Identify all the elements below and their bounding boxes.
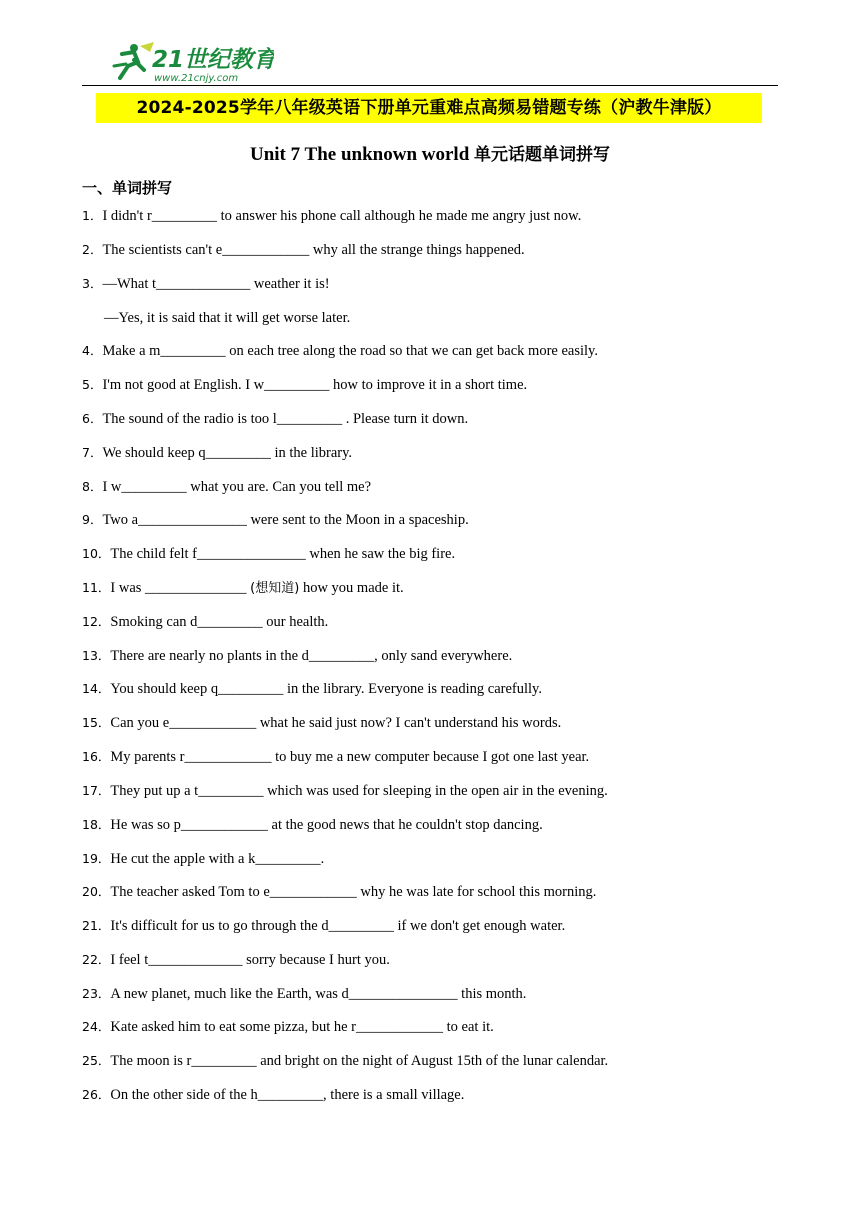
question-text: The child felt f_______________ when he saw the big fire. [110, 546, 456, 562]
question-number: 20． [82, 884, 111, 899]
question-item [82, 950, 390, 970]
question-item [82, 1017, 494, 1037]
question-item [82, 916, 565, 936]
question-number: 10． [82, 546, 111, 561]
header-rule [82, 85, 778, 86]
title-english: Unit 7 The unknown world [249, 144, 475, 165]
question-item [82, 612, 328, 632]
question-text: Smoking can d_________ our health. [110, 614, 329, 630]
question-number: 19． [82, 851, 111, 866]
question-item [82, 984, 526, 1004]
question-item [82, 409, 468, 429]
question-number: 3． [82, 276, 103, 291]
section-heading: 一、单词拼写 [82, 179, 173, 197]
question-number: 18． [82, 817, 111, 832]
question-text: The sound of the radio is too l_________ . Please turn it down. [102, 411, 469, 427]
question-item [82, 443, 352, 463]
question-number: 23． [82, 986, 111, 1001]
question-item [82, 578, 404, 599]
question-number: 7． [82, 445, 103, 460]
page-title [0, 142, 860, 168]
question-text: I didn't r_________ to answer his phone call although he made me angry just now. [102, 208, 582, 224]
question-item [82, 477, 371, 497]
question-item [82, 646, 512, 666]
question-item [82, 781, 608, 801]
question-number: 17． [82, 783, 111, 798]
question-number: 5． [82, 377, 103, 392]
question-number: 13． [82, 648, 111, 663]
question-text: There are nearly no plants in the d_________, only sand everywhere. [110, 648, 513, 664]
question-item [82, 274, 330, 294]
question-item [82, 815, 543, 835]
question-text: He cut the apple with a k_________. [110, 851, 325, 867]
question-item [82, 747, 589, 767]
question-text: A new planet, much like the Earth, was d_______________ this month. [110, 986, 527, 1002]
title-chinese: 单元话题单词拼写 [474, 145, 611, 165]
question-item [82, 882, 596, 902]
question-item [104, 308, 350, 328]
question-text: The teacher asked Tom to e____________ why he was late for school this morning. [110, 884, 597, 900]
svg-text:21世纪教育: 21世纪教育 [152, 47, 274, 73]
question-text: Kate asked him to eat some pizza, but he r____________ to eat it. [110, 1019, 494, 1035]
question-text: The scientists can't e____________ why all the strange things happened. [102, 242, 525, 258]
question-text: —Yes, it is said that it will get worse later. [104, 310, 351, 326]
question-text: I'm not good at English. I w_________ how to improve it in a short time. [102, 377, 528, 393]
document-banner: 2024-2025学年八年级英语下册单元重难点高频易错题专练（沪教牛津版） [96, 93, 762, 123]
question-number: 14． [82, 681, 111, 696]
question-text: Make a m_________ on each tree along the road so that we can get back more easily. [102, 343, 598, 359]
question-item [82, 849, 324, 869]
question-number: 22． [82, 952, 111, 967]
question-text: They put up a t_________ which was used for sleeping in the open air in the evening. [110, 783, 608, 799]
question-number: 2． [82, 242, 103, 257]
question-item [82, 713, 561, 733]
question-number: 1． [82, 208, 103, 223]
svg-text:www.21cnjy.com: www.21cnjy.com [154, 73, 239, 84]
question-text: He was so p____________ at the good news that he couldn't stop dancing. [110, 817, 543, 833]
question-text: I was ______________ [110, 580, 251, 596]
question-text-tail: how you made it. [299, 580, 404, 596]
question-item [82, 510, 469, 530]
question-hint: (想知道) [250, 581, 300, 596]
question-item [82, 206, 581, 226]
question-item [82, 544, 455, 564]
question-text: I feel t_____________ sorry because I hurt you. [110, 952, 390, 968]
runner-icon [114, 42, 154, 78]
question-number: 8． [82, 479, 103, 494]
question-text: We should keep q_________ in the library. [102, 445, 353, 461]
question-text: My parents r____________ to buy me a new computer because I got one last year. [110, 749, 590, 765]
question-number: 6． [82, 411, 103, 426]
question-number: 15． [82, 715, 111, 730]
question-text: You should keep q_________ in the library. Everyone is reading carefully. [110, 681, 542, 697]
question-item [82, 375, 527, 395]
question-number: 12． [82, 614, 111, 629]
question-text: On the other side of the h_________, there is a small village. [110, 1087, 465, 1103]
question-item [82, 679, 542, 699]
question-item [82, 341, 598, 361]
question-number: 4． [82, 343, 103, 358]
question-text: Two a_______________ were sent to the Moon in a spaceship. [102, 512, 469, 528]
question-number: 9． [82, 512, 103, 527]
question-text: Can you e____________ what he said just now? I can't understand his words. [110, 715, 562, 731]
question-item [82, 1085, 464, 1105]
question-number: 16． [82, 749, 111, 764]
question-number: 11． [82, 580, 111, 595]
question-text: —What t_____________ weather it is! [102, 276, 330, 292]
question-number: 24． [82, 1019, 111, 1034]
question-text: It's difficult for us to go through the d_________ if we don't get enough water. [110, 918, 566, 934]
question-item [82, 240, 525, 260]
question-number: 21． [82, 918, 111, 933]
question-number: 26． [82, 1087, 111, 1102]
question-item [82, 1051, 608, 1071]
question-text: I w_________ what you are. Can you tell me? [102, 479, 372, 495]
question-text: The moon is r_________ and bright on the night of August 15th of the lunar calendar. [110, 1053, 609, 1069]
question-number: 25． [82, 1053, 111, 1068]
brand-logo [104, 40, 274, 84]
